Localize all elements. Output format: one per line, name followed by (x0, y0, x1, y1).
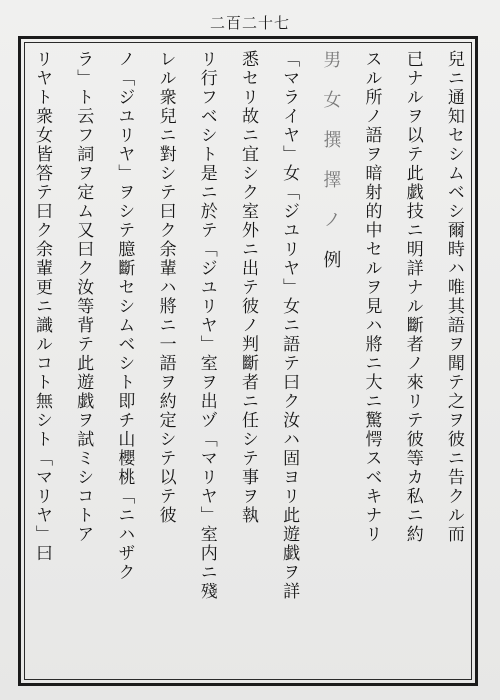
text-column-3: スル所ノ語ヲ暗射的中セルヲ見ハ將ニ大ニ驚愕スベキナリ (361, 50, 382, 544)
text-column-6: 悉セリ故ニ宜シク室外ニ出テ彼ノ判斷者ニ任シテ事ヲ執 (237, 50, 258, 525)
text-column-9: ノ「ジユリヤ」ヲシテ臆斷セシムベシト即チ山櫻桃「ニハザク (114, 50, 135, 582)
text-column-7: リ行フベシト是ニ於テ「ジユリヤ」室ヲ出ヅ「マリヤ」室内ニ殘 (196, 50, 217, 601)
page-number: 二百二十七 (209, 14, 290, 32)
text-column-8: レル衆兒ニ對シテ曰ク余輩ハ將ニ一語ヲ約定シテ以テ彼 (155, 50, 176, 525)
text-column-1: 兒ニ通知セシムベシ爾時ハ唯其語ヲ聞テ之ヲ彼ニ告クル而 (443, 50, 464, 544)
text-column-5: 「マライヤ」女「ジユリヤ」女ニ語テ曰ク汝ハ固ヨリ此遊戯ヲ詳 (279, 50, 300, 601)
text-column-2: 已ナルヲ以テ此戯技ニ明詳ナル斷者ノ來リテ彼等カ私ニ約 (402, 50, 423, 544)
text-column-10: ラ」ト云フ詞ヲ定ム又曰ク汝等背テ此遊戯ヲ試ミシコトア (73, 50, 94, 544)
section-heading (316, 50, 344, 670)
text-column-11: リヤト衆女皆答テ曰ク余輩更ニ識ルコト無シト「マリヤ」曰 (32, 50, 52, 563)
section-heading-faint: 男女撰擇ノ (320, 50, 342, 250)
section-heading-label: 例 (320, 250, 342, 290)
vertical-text-block (28, 50, 468, 670)
